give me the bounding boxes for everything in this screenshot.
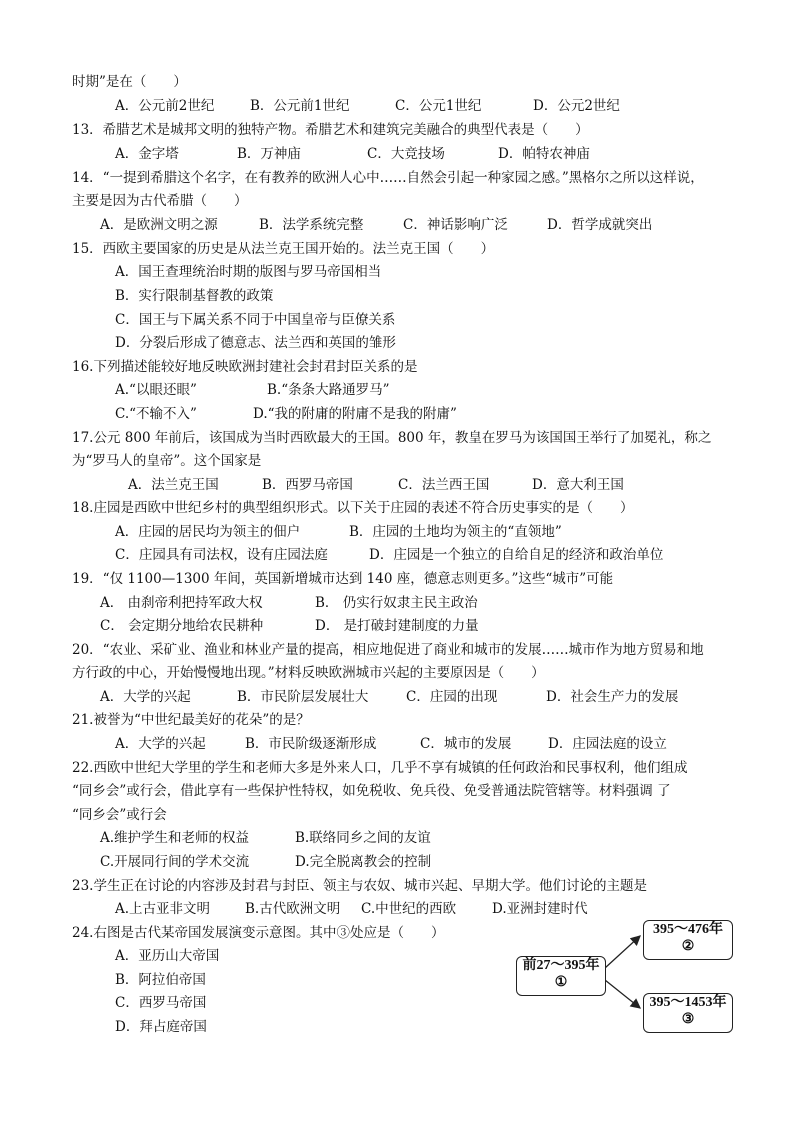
q24-option-a: A．亚历山大帝国 (115, 948, 220, 964)
diagram-node-1 (516, 956, 606, 996)
q18-stem: 18.庄园是西欧中世纪乡村的典型组织形式。以下关于庄园的表述不符合历史事实的是（ ） (72, 500, 634, 516)
q15-option-c: C．国王与下属关系不同于中国皇帝与臣僚关系 (115, 312, 396, 328)
arrow-to-node2 (605, 936, 640, 968)
q22-option-c: C.开展同行间的学术交流 (100, 854, 250, 870)
q23-stem: 23.学生正在讨论的内容涉及封君与封臣、领主与农奴、城市兴起、早期大学。他们讨论的主题是 (72, 878, 647, 894)
q24-option-b: B．阿拉伯帝国 (115, 972, 206, 988)
diagram-node-3 (643, 993, 733, 1033)
q23-option-b: B.古代欧洲文明 (245, 901, 341, 917)
q18-option-c: C．庄园具有司法权，设有庄园法庭 (115, 547, 328, 563)
q23-option-d: D.亚洲封建时代 (492, 901, 588, 917)
arrow-to-node3 (605, 980, 640, 1008)
q21-option-c: C．城市的发展 (420, 736, 512, 752)
q20-option-c: C．庄园的出现 (406, 689, 498, 705)
q22-stem-line3: “同乡会”或行会 (72, 807, 167, 823)
q23-option-a: A.上古亚非文明 (115, 901, 211, 917)
node3-years: 395～1453年 (649, 995, 727, 1010)
q12-option-b: B．公元前1世纪 (250, 98, 350, 114)
q20-option-a: A．大学的兴起 (100, 689, 191, 705)
q13-stem: 13．希腊艺术是城邦文明的独特产物。希腊艺术和建筑完美融合的典型代表是（ ） (72, 122, 589, 138)
q13-option-a: A．金字塔 (115, 146, 179, 162)
node2-mark: ② (681, 939, 695, 954)
q17-option-d: D．意大利王国 (532, 477, 624, 493)
q21-option-d: D．庄园法庭的设立 (548, 736, 667, 752)
node2-years: 395～476年 (653, 922, 723, 937)
q15-stem: 15．西欧主要国家的历史是从法兰克王国开始的。法兰克王国（ ） (72, 241, 495, 257)
q19-option-a: A． 由刹帝利把持军政大权 (100, 595, 263, 611)
q12-option-a: A．公元前2世纪 (115, 98, 215, 114)
q18-option-b: B．庄园的土地均为领主的“直领地” (349, 524, 562, 540)
q15-option-b: B．实行限制基督教的政策 (115, 288, 274, 304)
q20-stem-line1: 20．“农业、采矿业、渔业和林业产量的提高，相应地促进了商业和城市的发展……城市作为地方贸易和地 (72, 642, 704, 658)
q19-option-b: B． 仍实行奴隶主民主政治 (315, 595, 478, 611)
q16-option-d: D.“我的附庸的附庸不是我的附庸” (253, 406, 457, 422)
q22-stem-line1: 22.西欧中世纪大学里的学生和老师大多是外来人口，几乎不享有城镇的任何政治和民事权利，他们组成 (72, 760, 688, 776)
node1-mark: ① (554, 975, 568, 990)
q14-option-a: A．是欧洲文明之源 (100, 217, 218, 233)
q21-option-a: A．大学的兴起 (115, 736, 206, 752)
q19-option-d: D． 是打破封建制度的力量 (315, 618, 479, 634)
q21-option-b: B．市民阶级逐渐形成 (245, 736, 377, 752)
q20-stem-line2: 方行政的中心，开始慢慢地出现。”材料反映欧洲城市兴起的主要原因是（ ） (72, 665, 545, 681)
q22-stem-line2: “同乡会”或行会，借此享有一些保护性特权，如免税收、免兵役、免受普通法院管辖等。材料强调 了 (72, 783, 671, 799)
q22-option-d: D.完全脱离教会的控制 (295, 854, 432, 870)
node3-mark: ③ (681, 1012, 695, 1027)
q20-option-d: D．社会生产力的发展 (546, 689, 679, 705)
empire-evolution-diagram (510, 918, 740, 1043)
q14-option-d: D．哲学成就突出 (547, 217, 653, 233)
q12-stem-continuation: 时期”是在（ ） (72, 74, 187, 90)
node1-years: 前27～395年 (522, 958, 600, 973)
q15-option-a: A．国王查理统治时期的版图与罗马帝国相当 (115, 264, 382, 280)
q22-option-a: A.维护学生和老师的权益 (100, 830, 250, 846)
q21-stem: 21.被誉为“中世纪最美好的花朵”的是？ (72, 712, 310, 728)
q14-option-b: B．法学系统完整 (259, 217, 364, 233)
q17-option-a: A．法兰克王国 (128, 477, 219, 493)
q16-option-c: C.“不输不入” (115, 406, 197, 422)
q17-stem-line1: 17.公元 800 年前后，该国成为当时西欧最大的王国。800 年，教皇在罗马为该国国王举行了加冕礼，称之 (72, 430, 712, 446)
q19-option-c: C． 会定期分地给农民耕种 (100, 618, 264, 634)
q17-option-c: C．法兰西王国 (398, 477, 490, 493)
q15-option-d: D．分裂后形成了德意志、法兰西和英国的雏形 (115, 335, 396, 351)
q13-option-d: D．帕特农神庙 (498, 146, 590, 162)
q12-option-c: C．公元1世纪 (395, 98, 482, 114)
q16-option-a: A.“以眼还眼” (115, 382, 197, 398)
q18-option-a: A．庄园的居民均为领主的佃户 (115, 524, 301, 540)
q16-option-b: B.“条条大路通罗马” (267, 382, 390, 398)
q24-option-c: C．西罗马帝国 (115, 995, 207, 1011)
q16-stem: 16.下列描述能较好地反映欧洲封建社会封君封臣关系的是 (72, 359, 418, 375)
q12-option-d: D．公元2世纪 (533, 98, 620, 114)
q18-option-d: D．庄园是一个独立的自给自足的经济和政治单位 (369, 547, 664, 563)
q24-stem: 24.右图是古代某帝国发展演变示意图。其中③处应是（ ） (72, 925, 445, 941)
q14-stem-line2: 主要是因为古代希腊（ ） (72, 193, 248, 209)
q22-option-b: B.联络同乡之间的友谊 (295, 830, 431, 846)
q13-option-c: C．大竞技场 (367, 146, 445, 162)
diagram-node-2 (643, 920, 733, 960)
q17-stem-line2: 为“罗马人的皇帝”。这个国家是 (72, 453, 262, 469)
q24-option-d: D．拜占庭帝国 (115, 1019, 207, 1035)
q13-option-b: B．万神庙 (237, 146, 301, 162)
q14-option-c: C．神话影响广泛 (403, 217, 508, 233)
q17-option-b: B．西罗马帝国 (262, 477, 353, 493)
q23-option-c: C.中世纪的西欧 (361, 901, 457, 917)
q14-stem-line1: 14．“一提到希腊这个名字，在有教养的欧洲人心中……自然会引起一种家园之感。”黑格尔之所以这样说， (72, 170, 704, 186)
q20-option-b: B．市民阶层发展壮大 (237, 689, 369, 705)
q19-stem: 19．“仅 1100—1300 年间，英国新增城市达到 140 座，德意志则更多。”这些“城市”可能 (72, 571, 614, 587)
